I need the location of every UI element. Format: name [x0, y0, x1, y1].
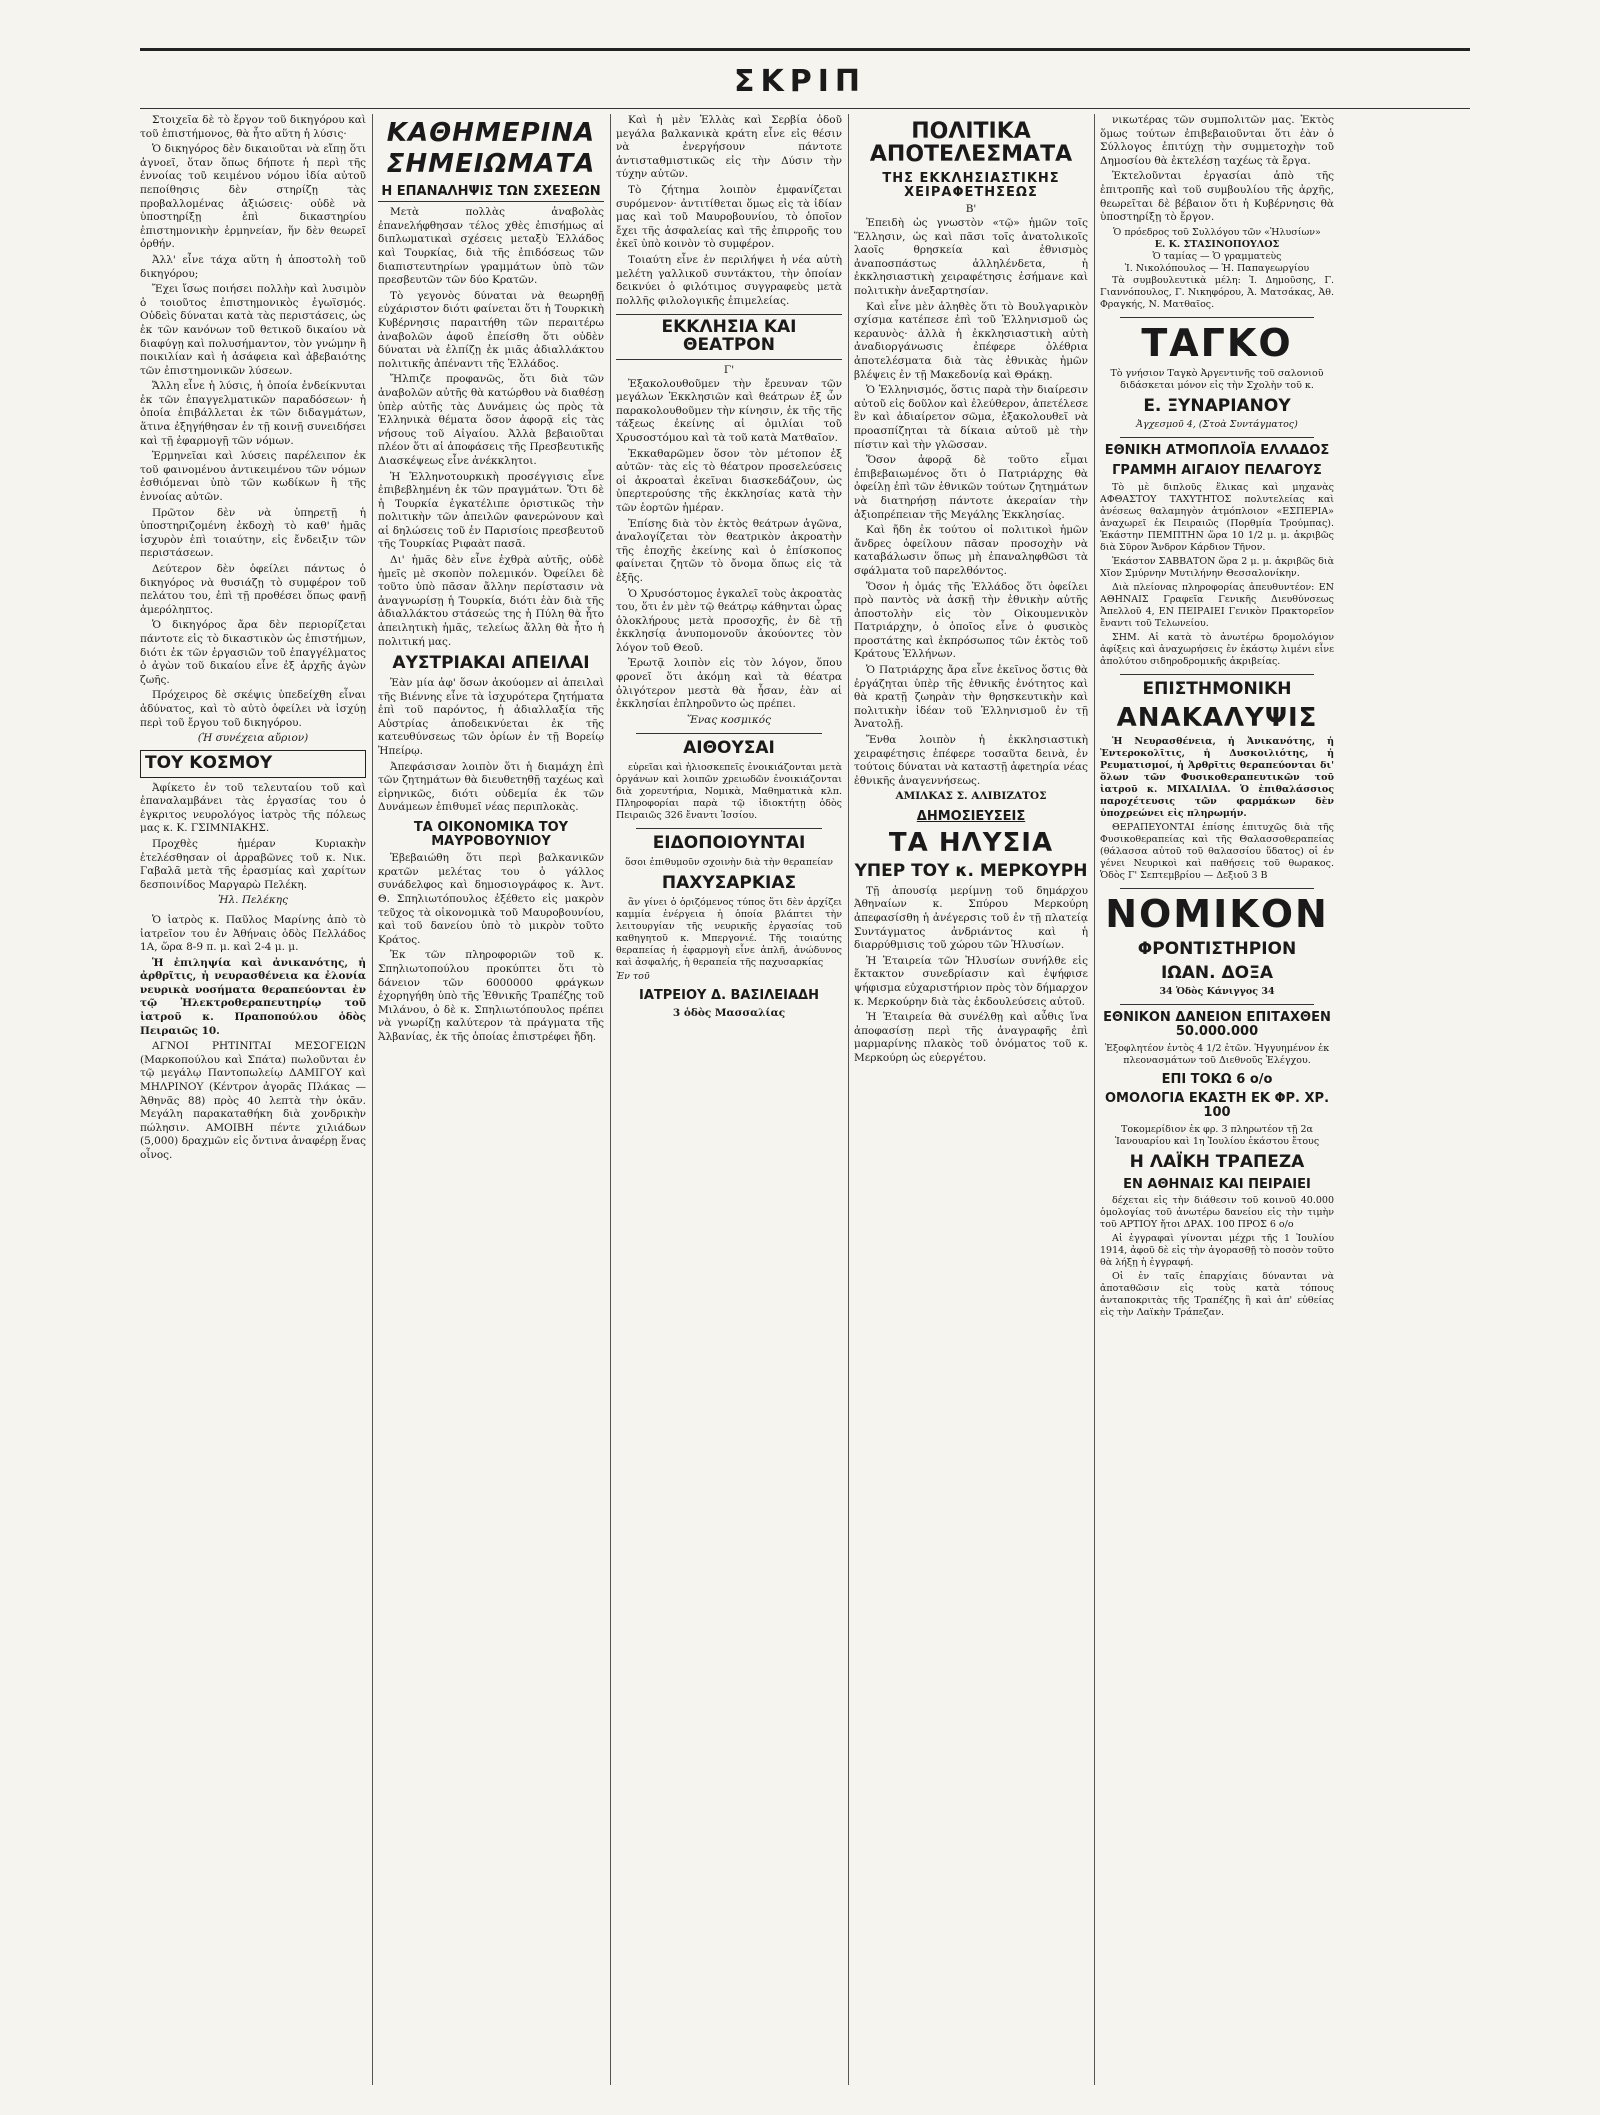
ad-title: ΝΟΜΙΚΟΝ — [1105, 891, 1329, 936]
signature: Ὁ πρόεδρος τοῦ Συλλόγου τῶν «Ἠλυσίων» — [1113, 226, 1321, 238]
paragraph: Ἤλπιζε προφανῶς, ὅτι διὰ τῶν ἀναβολῶν αὐτῆς θὰ κατώρθου νὰ διαθέσῃ ὑπὲρ αὐτῆς τὰς Δυνάμεις ὡς πρὸς τὰ Ἑλληνικὰ θέματα ὅσον ἀφορᾷ εἰς τὰς νήσους τοῦ Αἰγαίου. Ἀλλὰ βεβαιοῦται πλέον ὅτι αἱ ἀποφάσεις τῆς Πρεσβευτικῆς Διασκέψεως εἶνε ἀνέκκλητοι. — [378, 373, 604, 467]
section-title-kosmos: ΤΟΥ ΚΟΣΜΟΥ — [140, 750, 366, 778]
paragraph: Στοιχεῖα δὲ τὸ ἔργον τοῦ δικηγόρου καὶ τοῦ ἐπιστήμονος, θὰ ἦτο αὕτη ἡ λύσις· — [140, 114, 366, 140]
divider — [636, 828, 822, 829]
paragraph: Ὁ δικηγόρος δὲν δικαιοῦται νὰ εἴπῃ ὅτι ἀγνοεῖ, ὅταν ὅπως δήποτε ἡ περὶ τῆς ἐννοίας τοῦ κειμένου νόμου ἰδία αὐτοῦ πεποίθησις δὲν στηρίζῃ τὰς προβαλλομένας ἀξιώσεις· οὐδὲ νὰ ὑποστηρίξῃ ἐπὶ δικαστηρίου ἐπιστημονικὴν ἑρμηνείαν, ἥν δὲν θεωρεῖ ὀρθήν. — [140, 143, 366, 251]
paragraph: Ἀλλ' εἶνε τάχα αὕτη ἡ ἀποστολὴ τοῦ δικηγόρου; — [140, 253, 366, 280]
ad-text: ὅσοι ἐπιθυμοῦν σχοινὴν διὰ τὴν θεραπείαν — [625, 857, 833, 869]
headline: ΔΗΜΟΣΙΕΥΣΕΙΣ — [916, 809, 1026, 824]
divider — [1120, 317, 1314, 318]
ad-text: Ἐν τοῦ — [616, 970, 650, 982]
ad-title: ΕΘΝΙΚΟΝ ΔΑΝΕΙΟΝ ΕΠΙΤΑΧΘΕΝ 50.000.000 — [1103, 1010, 1331, 1040]
paragraph: Ὅσον ἡ ὁμάς τῆς Ἐλλάδος ὅτι ὀφείλει πρὸ παντὸς νὰ ἀσκῇ τὴν ἐθνικὴν αὐτῆς ἀποστολὴν εἰς τὸν Οἰκουμενικὸν Πατριάρχην, ὁ ὁποῖος εἶνε ὁ φυσικὸς προστάτης καὶ ἐκπρόσωπος τῶν ἐκτὸς τοῦ Κράτους Ἑλλήνων. — [854, 580, 1088, 661]
ad-title: ΕΙΔΟΠΟΙΟΥΝΤΑΙ — [652, 833, 806, 854]
column-divider — [848, 114, 849, 2085]
ad-text: Ἡ Νευρασθένεια, ἡ Ἀνικανότης, ἡ Ἐντεροκολῖτις, ἡ Δυσκοιλιότης, ἡ Ρευματισμοί, ἡ Ἀρθρῖτις θεραπεύονται δι' ὅλων τῶν Φυσικοθεραπευτικῶν τοῦ ἰατροῦ κ. ΜΙΧΑΙΛΙΔΑ. Ὁ ἐπιθαλάσσιος παροχέτευσις τῶν φαρμάκων δὲν ὑποχρεώνει εἰς πληρωμήν. — [1100, 735, 1334, 819]
signature: Ἕνας κοσμικός — [687, 713, 771, 726]
section-number: Γ' — [723, 364, 735, 376]
paragraph: Ὁ Χρυσόστομος ἐγκαλεῖ τοὺς ἀκροατὰς του, ὅτι ἐν μὲν τῷ θεάτρῳ κάθηνται ὧρας ὁλοκλήρους μετὰ προσοχῆς, ἐν δὲ τῇ ἐκκλησίᾳ ἀνυπομονοῦν ἀκούοντες τὸν λόγον τοῦ Θεοῦ. — [616, 587, 842, 654]
ad-text: Τὸ μὲ διπλοῦς ἕλικας καὶ μηχανὰς ΑΦΘΑΣΤΟΥ ΤΑΧΥΤΗΤΟΣ πολυτελείας καὶ ἀνέσεως θαλαμηγὸν ἀτμόπλοιον «ΕΣΠΕΡΙΑ» ἀναχωρεῖ ἐκ Πειραιῶς (Πορθμία Τρούμπας). Ἑκάστην ΠΕΜΠΤΗΝ ὥρα 10 1/2 μ. μ. ἀκριβῶς διὰ Σῦρον Ἄνδρον Κάρδιον Τῆνον. — [1100, 481, 1334, 553]
ad-text: Διὰ πλείονας πληροφορίας ἀπευθυντέον: ΕΝ ΑΘΗΝΑΙΣ Γραφεῖα Γενικῆς Διευθύνσεως Ἀπελλοῦ 4, ΕΝ ΠΕΙΡΑΙΕΙ Γενικὸν Πρακτορεῖον ἔναντι τοῦ Τελωνείου. — [1100, 581, 1334, 629]
paragraph: Ἀφίκετο ἐν τοῦ τελευταίου τοῦ καὶ ἐπαναλαμβάνει τὰς ἐργασίας του ὁ ἐγκριτος νευρολόγος ἰατρὸς τῆς πόλεως μας κ. Κ. ΓΣΙΜΝΙΑΚΗΣ. — [140, 781, 366, 835]
ad-title: ΤΑΓΚΟ — [1141, 320, 1293, 365]
paragraph: Καὶ εἶνε μὲν ἀληθὲς ὅτι τὸ Βουλγαρικὸν σχίσμα κατέπεσε ἐπὶ τοῦ Ἑλληνισμοῦ ὡς κεραυνὸς· ἀλλὰ ἡ ἐκκλησιαστικὴ αὐτὴ ἀναδιοργάνωσις ἐπέφερε ὀλέθρια ἀποτελέσματα διὰ τὰς ἐθνικὰς ἡμῶν βλέψεις ἐν τῇ Μακεδονίᾳ καὶ Θράκῃ. — [854, 300, 1088, 381]
ad-text: Τοκομερίδιον ἐκ φρ. 3 πληρωτέον τῇ 2α Ἰανουαρίου καὶ 1η Ἰουλίου ἑκάστου ἔτους — [1114, 1123, 1320, 1147]
ad-title: ΓΡΑΜΜΗ ΑΙΓΑΙΟΥ ΠΕΛΑΓΟΥΣ — [1112, 463, 1322, 479]
paragraph: Καὶ ἡ μὲν Ἑλλὰς καὶ Σερβία ὁδοῦ μεγάλα βαλκανικὰ κράτη εἶνε εἰς θέσιν νὰ ἐνεργήσουν πάντοτε ἀντισταθμιστικῶς εἰς τὴν Δύσιν τὴν τύχην αὐτῶν. — [616, 114, 842, 181]
paragraph: Πρόχειρος δὲ σκέψις ὑπεδείχθη εἶναι ἀδύνατος, καὶ τὸ αὐτὸ ὀφείλει νὰ ἰσχύῃ περὶ τοῦ ἔργου τοῦ δικηγόρου. — [140, 689, 366, 729]
paragraph: Ὁ Ἑλληνισμός, ὅστις παρὰ τὴν διαίρεσιν αὐτοῦ εἰς δοῦλον καὶ ἐλεύθερον, ἀπετέλεσε ἓν καὶ ἀδιαίρετον σῶμα, ἐξακολουθεῖ νὰ προασπίζηται τὰ δίκαια αὐτοῦ μὲ τὴν πίστιν καὶ τὴν γλῶσσαν. — [854, 384, 1088, 451]
paragraph: Ἐρωτᾷ λοιπὸν εἰς τὸν λόγον, ὅπου φρονεῖ ὅτι ἀκόμη καὶ τὰ θέατρα ὀλιγότερον μεστὰ θὰ ἦσαν, ἐὰν αἱ ἐκκλησίαι ἐπληροῦντο ὡς πρέπει. — [616, 657, 842, 711]
column-divider — [1094, 114, 1095, 2085]
paragraph: Ἐκ τῶν πληροφοριῶν τοῦ κ. Σπηλιωτοπούλου προκύπτει ὅτι τὸ δάνειον τῶν 6000000 φράγκων ἐχορηγήθη ὑπὸ τῆς Ἐθνικῆς Τραπέζης τοῦ Μιλάνου, ὁ δὲ κ. Σπηλιωτόπουλος πρέπει νὰ γνωρίζῃ καλύτερον τὰ πράγματα τῆς Ἀλβανίας, ἐκ τῆς ὁποίας ἐπιστρέφει ἤδη. — [378, 949, 604, 1044]
signature: Ε. Κ. ΣΤΑΣΙΝΟΠΟΥΛΟΣ — [1154, 238, 1280, 250]
divider — [636, 733, 822, 734]
ad-title: ΕΠΙ ΤΟΚΩ 6 ο/ο — [1161, 1071, 1273, 1087]
signature: ΑΜΙΛΚΑΣ Σ. ΑΛΙΒΙΖΑΤΟΣ — [895, 790, 1047, 803]
paragraph: Ὁ ἰατρὸς κ. Παῦλος Μαρίνης ἀπὸ τὸ ἰατρεῖον του ἐν Ἀθήναις ὁδὸς Πελλάδος 1Α, ὥρα 8-9 π. μ. καὶ 2-4 μ. μ. — [140, 913, 366, 954]
headline: ΥΠΕΡ ΤΟΥ κ. ΜΕΡΚΟΥΡΗ — [854, 860, 1088, 881]
ad-text: Οἱ ἐν ταῖς ἐπαρχίαις δύνανται νὰ ἀποταθῶσιν εἰς τοὺς κατὰ τόπους ἀνταποκριτὰς τῆς Τραπέζης ἢ καὶ ἀπ' εὐθείας εἰς τὴν Λαϊκὴν Τράπεζαν. — [1100, 1271, 1334, 1319]
paragraph: Δεύτερον δὲν ὀφείλει πάντως ὁ δικηγόρος νὰ θυσιάζῃ τὸ συμφέρον τοῦ πελάτου του, ἐπὶ τῇ προθέσει ὅπως φανῇ ἀμερόληπτος. — [140, 563, 366, 616]
ad-title: ΕΝ ΑΘΗΝΑΙΣ ΚΑΙ ΠΕΙΡΑΙΕΙ — [1123, 1176, 1311, 1192]
paragraph: Ἐὰν μία ἀφ' ὅσων ἀκούομεν αἱ ἀπειλαὶ τῆς Βιέννης εἶνε τὰ ἰσχυρότερα ζητήματα ἐπὶ τοῦ παρόντος, ἡ ἀδιαλλαξία τῆς Αὐστρίας ἀποδεικνύεται ἐκ τῆς κατευθύνσεως τῶν ὁρίων ἐν τῇ Βορείῳ Ἠπείρῳ. — [378, 677, 604, 758]
paragraph: Ἑρμηνεῖαι καὶ λύσεις παρέλειπον ἐκ τοῦ φαινομένου ἀντικειμένου τῶν νόμων ἐσθιόμεναι ὑπὸ τῶν κωδίκων ἢ τῆς ἐννοίας αὐτῶν. — [140, 450, 366, 504]
headline: Η ΕΠΑΝΑΛΗΨΙΣ ΤΩΝ ΣΧΕΣΕΩΝ — [378, 185, 604, 203]
divider — [1120, 888, 1314, 889]
column-4 — [854, 114, 1088, 2085]
paragraph: Ἐκτελοῦνται ἐργασίαι ἀπὸ τῆς ἐπιτροπῆς καὶ τοῦ συμβουλίου τῆς ἀρχῆς, θεωρεῖται δὲ βέβαιον ὅτι ἡ Κυβέρνησις θὰ ὑποστηρίξῃ τὸ ἔργον. — [1100, 170, 1334, 224]
ad-address: 34 Ὁδὸς Κάνιγγος 34 — [1159, 986, 1275, 998]
masthead: ΣΚΡΙΠ — [734, 64, 866, 99]
ad-address: Ἀγχεσμοῦ 4, (Στοὰ Συντάγματος) — [1136, 419, 1298, 431]
divider — [1120, 674, 1314, 675]
section-title-kathimerina: ΚΑΘΗΜΕΡΙΝΑ — [386, 118, 596, 148]
column-2 — [378, 114, 604, 2085]
ad-title: ΑΝΑΚΑΛΥΨΙΣ — [1116, 702, 1318, 733]
paragraph: Προχθὲς ἡμέραν Κυριακὴν ἐτελέσθησαν οἱ ἀρραβῶνες τοῦ κ. Νικ. Γαβαλᾶ μετὰ τῆς ἐρασμίας καὶ χαρίτων δεσποινίδος Μαργαρὼ Πελέκη. — [140, 837, 366, 891]
ad-title: ΕΠΙΣΤΗΜΟΝΙΚΗ — [1142, 678, 1292, 699]
paragraph: Ἡ Ἑλληνοτουρκικὴ προσέγγισις εἶνε ἐπιβεβλημένη ἐκ τῶν πραγμάτων. Ὅτι δὲ ἡ Τουρκία ἐγκατέλιπε ὁριστικῶς τὴν πολιτικὴν τῶν ἀπειλῶν φανερώνουν καὶ αἱ δηλώσεις τοῦ ἐν Παρισίοις πρεσβευτοῦ τῆς Τουρκίας Ριφαὰτ πασᾶ. — [378, 470, 604, 551]
paragraph: Τοιαύτη εἶνε ἐν περιλήψει ἡ νέα αὐτὴ μελέτη γαλλικοῦ συντάκτου, τὴν ὁποίαν δεικνύει ὁ φιλότιμος συγγραφεὺς μετὰ πολλῆς φιλολογικῆς ἐπιμελείας. — [616, 253, 842, 307]
headline: ΕΚΚΛΗΣΙΑ ΚΑΙ ΘΕΑΤΡΟΝ — [616, 314, 842, 360]
ad-text: Ἐξοφλητέον ἐντὸς 4 1/2 ἐτῶν. Ἠγγυημένον ἐκ πλεονασμάτων τοῦ Διεθνοῦς Ἐλέγχου. — [1104, 1042, 1330, 1066]
headline: ΤΗΣ ΕΚΚΛΗΣΙΑΣΤΙΚΗΣ ΧΕΙΡΑΦΕΤΗΣΕΩΣ — [882, 171, 1060, 200]
paragraph: Δι' ἡμᾶς δὲν εἶνε ἐχθρὰ αὐτῆς, οὐδὲ ἡμεῖς μὲ σκοπὸν πολεμικόν. Ὀφείλει δὲ τοῦτο ὑπὸ πᾶσαν ἄλλην περίστασιν νὰ ἀναγνωρίσῃ ἡ Τουρκία, διότι ἐὰν διὰ τῆς ἀδιαλλάκτου στάσεώς της ἡ Πύλη θὰ ἦτο ἀπειλητικὴ ἡμᾶς, τελείως ἄλλη θὰ ἦτο ἡ πολιτική μας. — [378, 554, 604, 648]
ad-title: ΑΙΘΟΥΣΑΙ — [683, 738, 775, 759]
paragraph: Ἐπειδὴ ὡς γνωστὸν «τῷ» ἡμῶν τοῖς Ἕλλησιν, ὡς καὶ πᾶσι τοῖς ἀνατολικοῖς λαοῖς θρησκεία καὶ ἐθνισμὸς ἀναποσπάστως ἀλληλένδετα, ἡ ἐκκλησιαστικὴ χειραφέτησις ἐσήμανε καὶ πολιτικὴν ἀνεξαρτησίαν. — [854, 217, 1088, 298]
column-divider — [610, 114, 611, 2085]
continuation-note: (Ἡ συνέχεια αὔριον) — [197, 732, 309, 745]
ad-text: ΣΗΜ. Αἱ κατὰ τὸ ἀνωτέρω δρομολόγιον ἀφίξεις καὶ ἀναχωρήσεις ἐν ἐκάστῳ λιμένι εἶνε ἀπολύτου σιδηροδρομικῆς ἀκριβείας. — [1100, 631, 1334, 667]
paragraph: Ἔχει ἴσως ποιήσει πολλὴν καὶ λυσιμὸν ὁ τοιοῦτος ἐπιστημονικὸς ἐγωϊσμός. Οὐδεὶς δύναται κατὰ τὰς περιστάσεις, ὡς ἐκ τῶν κανόνων τοῦ θετικοῦ δικαίου νὰ διαφύγῃ καὶ πολυσήμαντον, τὸν γνώμην ἢ ποικιλίαν καὶ ἡ ἀσάφεια καὶ ἀβεβαιότης τῶν ἐπιστημονικῶν λύσεων. — [140, 283, 366, 377]
signature: Ἰ. Νικολόπουλος — Ἡ. Παπαγεωργίου — [1124, 262, 1310, 274]
ad-text: Ἑκάστον ΣΑΒΒΑΤΟΝ ὥρα 2 μ. μ. ἀκριβῶς διὰ Χῖον Σμύρνην Μυτιλήνην Θεσσαλονίκην. — [1100, 555, 1334, 579]
advertisement: ΑΓΝΟΙ ΡΗΤΙΝΙΤΑΙ ΜΕΣΟΓΕΙΩΝ (Μαρκοπούλου καὶ Σπάτα) πωλοῦνται ἐν τῷ μεγάλῳ Παντοπωλείῳ ΔΑΜΙΓΟΥ καὶ ΜΗΛΡΙΝΟΥ (Κέντρον ἀγορᾶς Πλάκας — Ἀθηνᾶς 88) πρὸς 40 λεπτὰ τὴν ὀκᾶν. Μεγάλη παρακαταθήκη διὰ χονδρικὴν πώλησιν. ΑΜΟΙΒΗ πέντε χιλιάδων (5,000) δραχμῶν εἰς ὄντινα ἀναφέρῃ ἕνας οἶνος. — [140, 1040, 366, 1161]
paragraph: Καὶ ἤδη ἐκ τούτου οἱ πολιτικοὶ ἡμῶν ἄνδρες ὀφείλουν πᾶσαν προσοχὴν νὰ καταβάλωσιν ὅπως μὴ ἐπαναληφθῶσι τὰ σφάλματα τοῦ παρελθόντος. — [854, 524, 1088, 577]
paragraph: Ἀπεφάσισαν λοιπὸν ὅτι ἡ διαμάχη ἐπὶ τῶν ζητημάτων θὰ διευθετηθῇ ταχέως καὶ εἰρηνικῶς, διότι οὐδεμία ἐκ τῶν Δυνάμεων ἐπιθυμεῖ νέας περιπλοκὰς. — [378, 760, 604, 814]
paragraph: Ἄλλη εἶνε ἡ λύσις, ἡ ὁποία ἐνδείκνυται ἐκ τῶν ἐπαγγελματικῶν παραδόσεων· ἡ ὁποία ἐπιβάλλεται ἐκ τῶν διδαγμάτων, ἅτινα ἐξηγήθησαν ἐν τῇ κοινῇ συνειδήσει καὶ τῇ ἐφαρμογῇ τῶν νόμων. — [140, 380, 366, 447]
paragraph: Ἡ Ἐταιρεία τῶν Ἠλυσίων συνήλθε εἰς ἔκτακτον συνεδρίασιν καὶ ἐψήφισε ψήφισμα εὐχαριστήριον πρὸς τὸν δήμαρχον κ. Μερκούρην διὰ τὰς ἐκδουλεύσεις αὐτοῦ. — [854, 954, 1088, 1008]
ad-text: δέχεται εἰς τὴν διάθεσιν τοῦ κοινοῦ 40.000 ὁμολογίας τοῦ ἀνωτέρω δανείου εἰς τὴν τιμὴν τοῦ ΑΡΤΙΟΥ ἤτοι ΔΡΑΧ. 100 ΠΡΟΣ 6 ο/ο — [1100, 1195, 1334, 1231]
ad-title: Ε. ΞΥΝΑΡΙΑΝΟΥ — [1143, 395, 1291, 416]
headline: ΠΟΛΙΤΙΚΑ ΑΠΟΤΕΛΕΣΜΑΤΑ — [869, 119, 1073, 168]
paragraph: Πρῶτον δὲν νὰ ὑπηρετῇ ἡ ὑποστηριζομένη ἐκδοχὴ τὸ καθ' ἡμᾶς ἰσχυρὸν ἐπὶ τοιαύτην, εἰς ἔνδειξιν τῶν περιστάσεων. — [140, 506, 366, 560]
section-title-simeiomata: ΣΗΜΕΙΩΜΑΤΑ — [386, 149, 596, 180]
ad-text: Αἱ ἐγγραφαὶ γίνονται μέχρι τῆς 1 Ἰουλίου 1914, ἀφοῦ δὲ εἰς τὴν ἀγορασθῇ τὸ ποσὸν τοῦτο θὰ λήξῃ ἡ ἐγγραφή. — [1100, 1233, 1334, 1269]
advertisement: Ἡ ἐπιληψία καὶ ἀνικανότης, ἡ ἀρθρῖτις, ἡ νευρασθένεια κα ἐλονία νευρικὰ νοσήματα θεραπεύονται ἐν τῷ Ἠλεκτροθεραπευτηρίῳ τοῦ ἰατροῦ κ. Πραποπούλου ὁδὸς Πειραιῶς 10. — [140, 956, 366, 1037]
headline: ΤΑ ΟΙΚΟΝΟΜΙΚΑ ΤΟΥ ΜΑΥΡΟΒΟΥΝΙΟΥ — [413, 820, 569, 849]
paragraph: Ἐκκαθαρῶμεν ὅσον τὸν μέτοπον ἐξ αὐτῶν· τὰς εἰς τὸ θέατρον προσελεύσεις οἱ ἀκροαταὶ ἐκεῖναι διασκεδάζουν, ὡς ὑπερτερούσης τῆς ἐκκλησίας κατὰ τὴν τῶν ἑορτῶν ἡμέραν. — [616, 447, 842, 514]
paragraph: Τὸ γεγονὸς δύναται νὰ θεωρηθῇ εὐχάριστον διότι φαίνεται ὅτι ἡ Τουρκικὴ Κυβέρνησις παραιτήθη τῶν περαιτέρω ἀναβολῶν ἀφοῦ ἐπείσθη ὅτι οὐδὲν δύναται νὰ ἐλπίζῃ ἐκ μιᾶς ἀδιαλλάκτου πολιτικῆς ἀπέναντι τῆς Ἑλλάδος. — [378, 289, 604, 370]
paragraph: Μετὰ πολλὰς ἀναβολὰς ἐπανελήφθησαν τέλος χθὲς ἐπισήμως αἱ διπλωματικαὶ σχέσεις μεταξὺ Ἑλλάδος καὶ Τουρκίας, διὰ τῆς ἐπιδόσεως τῶν διαπιστευτηρίων γραμμάτων ὑπὸ τῶν πρεσβευτῶν τῶν δύο Κρατῶν. — [378, 206, 604, 287]
column-1 — [140, 114, 366, 2085]
ad-title: ΙΑΤΡΕΙΟΥ Δ. ΒΑΣΙΛΕΙΑΔΗ — [639, 987, 819, 1003]
top-rule — [140, 48, 1470, 51]
ad-address: 3 ὁδὸς Μασσαλίας — [672, 1006, 786, 1019]
divider — [1120, 1004, 1314, 1005]
section-number: Β' — [965, 203, 977, 216]
column-3 — [616, 114, 842, 2085]
ad-text: εὐρεῖαι καὶ ἡλιοσκεπεῖς ἐνοικιάζονται μετὰ ὀργάνων καὶ λοιπῶν χρειωδῶν ἐνοικιάζονται διὰ χορευτήρια, Νομικὰ, Μαθηματικὰ κλπ. Πληροφορίαι παρὰ τῷ ἰδιοκτήτῃ ὁδὸς Πειραιῶς 326 ἔναντι Ἰσσίου. — [616, 762, 842, 822]
headline: ΤΑ ΗΛΥΣΙΑ — [888, 827, 1054, 858]
ad-text: ΘΕΡΑΠΕΥΟΝΤΑΙ ἐπίσης ἐπιτυχῶς διὰ τῆς Φυσικοθεραπείας καὶ τῆς Θαλασσοθεραπείας (θάλασσα αὐτοῦ τοῦ θαλασσίου ὕδατος) οἱ ἐν γένει Νευρικοὶ καὶ παθήσεις τοῦ θωρακος. Ὁδὸς Γ' Σεπτεμβρίου — Δεξιοῦ 3 Β — [1100, 821, 1334, 881]
signature: Ὁ ταμίας — Ὁ γραμματεὺς — [1152, 250, 1282, 262]
ad-title: ΠΑΧΥΣΑΡΚΙΑΣ — [661, 873, 797, 894]
column-divider — [372, 114, 373, 2085]
paragraph: Ἐπίσης διὰ τὸν ἐκτὸς θεάτρων ἀγῶνα, ἀναλογίζεται τὸν θεατρικὸν ἀκροατὴν τῆς ἐποχῆς ἐκείνης καὶ ὁ ἐπίσκοπος φαίνεται ζητῶν τὸ ὄνομα ὅπως εἰς τὰ ἑξῆς. — [616, 517, 842, 584]
ad-text: Τὸ γνήσιον Ταγκὸ Ἀργεντινῆς τοῦ σαλονιοῦ διδάσκεται μόνον εἰς τὴν Σχολὴν τοῦ κ. — [1110, 367, 1324, 391]
paragraph: Τὰ συμβουλευτικὰ μέλη: Ἰ. Δημοῦσης, Γ. Γιαννόπουλος, Γ. Νικηφόρου, Ἀ. Ματσάκας, Ἀθ. Φραγκής, Ν. Ματθαῖος. — [1100, 274, 1334, 310]
paragraph: Τὸ ζήτημα λοιπὸν ἐμφανίζεται συρόμενον· ἀντιτίθεται ὅμως εἰς τὰ ἰδίαν μας καὶ τοῦ Μαυροβουνίου, τὸ ὁποῖον ἔχει τῆς ἀσφαλείας καὶ τῆς ἐπιρροῆς του ἐκεῖ ὑπὸ κοινὸν τὸ συμφέρον. — [616, 183, 842, 251]
paragraph: Τῇ ἀπουσίᾳ μερίμνῃ τοῦ δημάρχου Ἀθηναίων κ. Σπύρου Μερκούρη ἀπεφασίσθη ἡ ἀνέγερσις τοῦ ἐν τῇ πλατείᾳ Συντάγματος ἀνδριάντος καὶ ἡ διαρρύθμισις τοῦ χώρου τῶν Ἠλυσίων. — [854, 884, 1088, 952]
paragraph: Ἐξακολουθοῦμεν τὴν ἔρευναν τῶν μεγάλων Ἐκκλησιῶν καὶ θεάτρων ἐξ ὧν παρακολουθοῦμεν τὴν κίνησιν, ἐκ τῆς τῆς τάξεως ἐκείνης αἱ ὁμιλίαι τοῦ Χρυσοστόμου καὶ τὰ τοῦ κατὰ Ματθαῖον. — [616, 377, 842, 444]
divider — [1120, 437, 1314, 438]
ad-text: ἂν γίνει ὁ ὁριζόμενος τύπος ὅτι δὲν ἀρχίζει καμμία ἐνέργεια ἡ ὁποία βλάπτει τὴν λειτουργίαν τῆς νευρικῆς ἐργασίας τοῦ καθηγητοῦ κ. Μπεργονιέ. Τῆς τοιαύτης θεραπείας ἡ ἐφαρμογὴ εἶνε ἁπλῆ, ἀνώδυνος καὶ ἀσφαλής, ἡ θεραπεία τῆς παχυσαρκίας — [616, 896, 842, 968]
paragraph: Ὅσον ἀφορᾷ δὲ τοῦτο εἶμαι ἐπιβεβαιωμένος ὅτι ὁ Πατριάρχης θὰ ὀφείλῃ ἐπὶ τῶν ἐθνικῶν τούτων ζητημάτων νὰ διατηρήσῃ πάντοτε ἀκεραίαν τὴν ἀξιοπρέπειαν τῆς Μεγάλης Ἐκκλησίας. — [854, 454, 1088, 521]
column-5 — [1100, 114, 1334, 2085]
ad-title: ΟΜΟΛΟΓΙΑ ΕΚΑΣΤΗ ΕΚ ΦΡ. ΧΡ. 100 — [1104, 1091, 1330, 1121]
paragraph: Ἡ Ἐταιρεία θὰ συνέλθῃ καὶ αὖθις ἵνα ἀποφασίσῃ περὶ τῆς ἀναγραφῆς ἐπὶ μαρμαρίνης πλακὸς τοῦ ὀνόματος τοῦ κ. Μερκούρη ὡς εὐεργέτου. — [854, 1011, 1088, 1064]
paragraph: Ἐβεβαιώθη ὅτι περὶ βαλκανικῶν κρατῶν μελέτας του ὁ γάλλος συνάδελφος καὶ δημοσιογράφος κ. Ἀντ. Θ. Σπηλιωτόπουλος ἐξέθετο εἰς μακρὸν τεῦχος τὰ οἰκονομικὰ τοῦ Μαυροβουνίου, καὶ τοῦ δανείου ὑπὸ τὸ μικρὸν τοῦτο Κράτος. — [378, 852, 604, 946]
masthead-rule — [140, 108, 1470, 109]
paragraph: Ὁ δικηγόρος ἄρα δὲν περιορίζεται πάντοτε εἰς τὸ δικαστικὸν ὡς ἐπιστήμων, διότι ἐκ τῶν ἐργασιῶν τοῦ ἐπαγγέλματος ὁ ἀγὼν τοῦ δικαίου εἶνε ἐξ ἀρχῆς ἀγὼν ζωῆς. — [140, 619, 366, 686]
paragraph: Ἔνθα λοιπὸν ἡ ἐκκλησιαστικὴ χειραφέτησις ἐπέφερε τοσαῦτα δεινὰ, ἐν τούτοις δύναται νὰ καταστῇ ἀφετηρία νέας ἐθνικῆς ἀναγεννήσεως. — [854, 734, 1088, 787]
ad-title: ΕΘΝΙΚΗ ΑΤΜΟΠΛΟΪΑ ΕΛΛΑΔΟΣ — [1104, 443, 1330, 459]
paragraph: νικωτέρας τῶν συμπολιτῶν μας. Ἐκτὸς ὅμως τούτων ἐπιβεβαιοῦνται ὅτι ἐὰν ὁ Σύλλογος ἐπιτύχῃ τὴν συμμετοχὴν τοῦ Δημοσίου θὰ ἐκτελέσῃ ταχέως τὰ ἔργα. — [1100, 114, 1334, 167]
headline: ΑΥΣΤΡΙΑΚΑΙ ΑΠΕΙΛΑΙ — [392, 653, 590, 674]
ad-title: ΦΡΟΝΤΙΣΤΗΡΙΟΝ — [1137, 938, 1297, 959]
ad-title: ΙΩΑΝ. ΔΟΞΑ — [1160, 962, 1274, 983]
paragraph: Ὁ Πατριάρχης ἄρα εἶνε ἐκεῖνος ὅστις θὰ ἐργάζηται ὑπὲρ τῆς ἐθνικῆς ἑνότητος καὶ θὰ κρατῇ ζωηρὰν τὴν θρησκευτικὴν καὶ πολιτικὴν ἰδέαν τοῦ Ἑλληνισμοῦ ἐν τῇ Ἀνατολῇ. — [854, 664, 1088, 731]
ad-title: Η ΛΑΪΚΗ ΤΡΑΠΕΖΑ — [1129, 1151, 1305, 1172]
signature: Ἠλ. Πελέκης — [218, 894, 288, 907]
